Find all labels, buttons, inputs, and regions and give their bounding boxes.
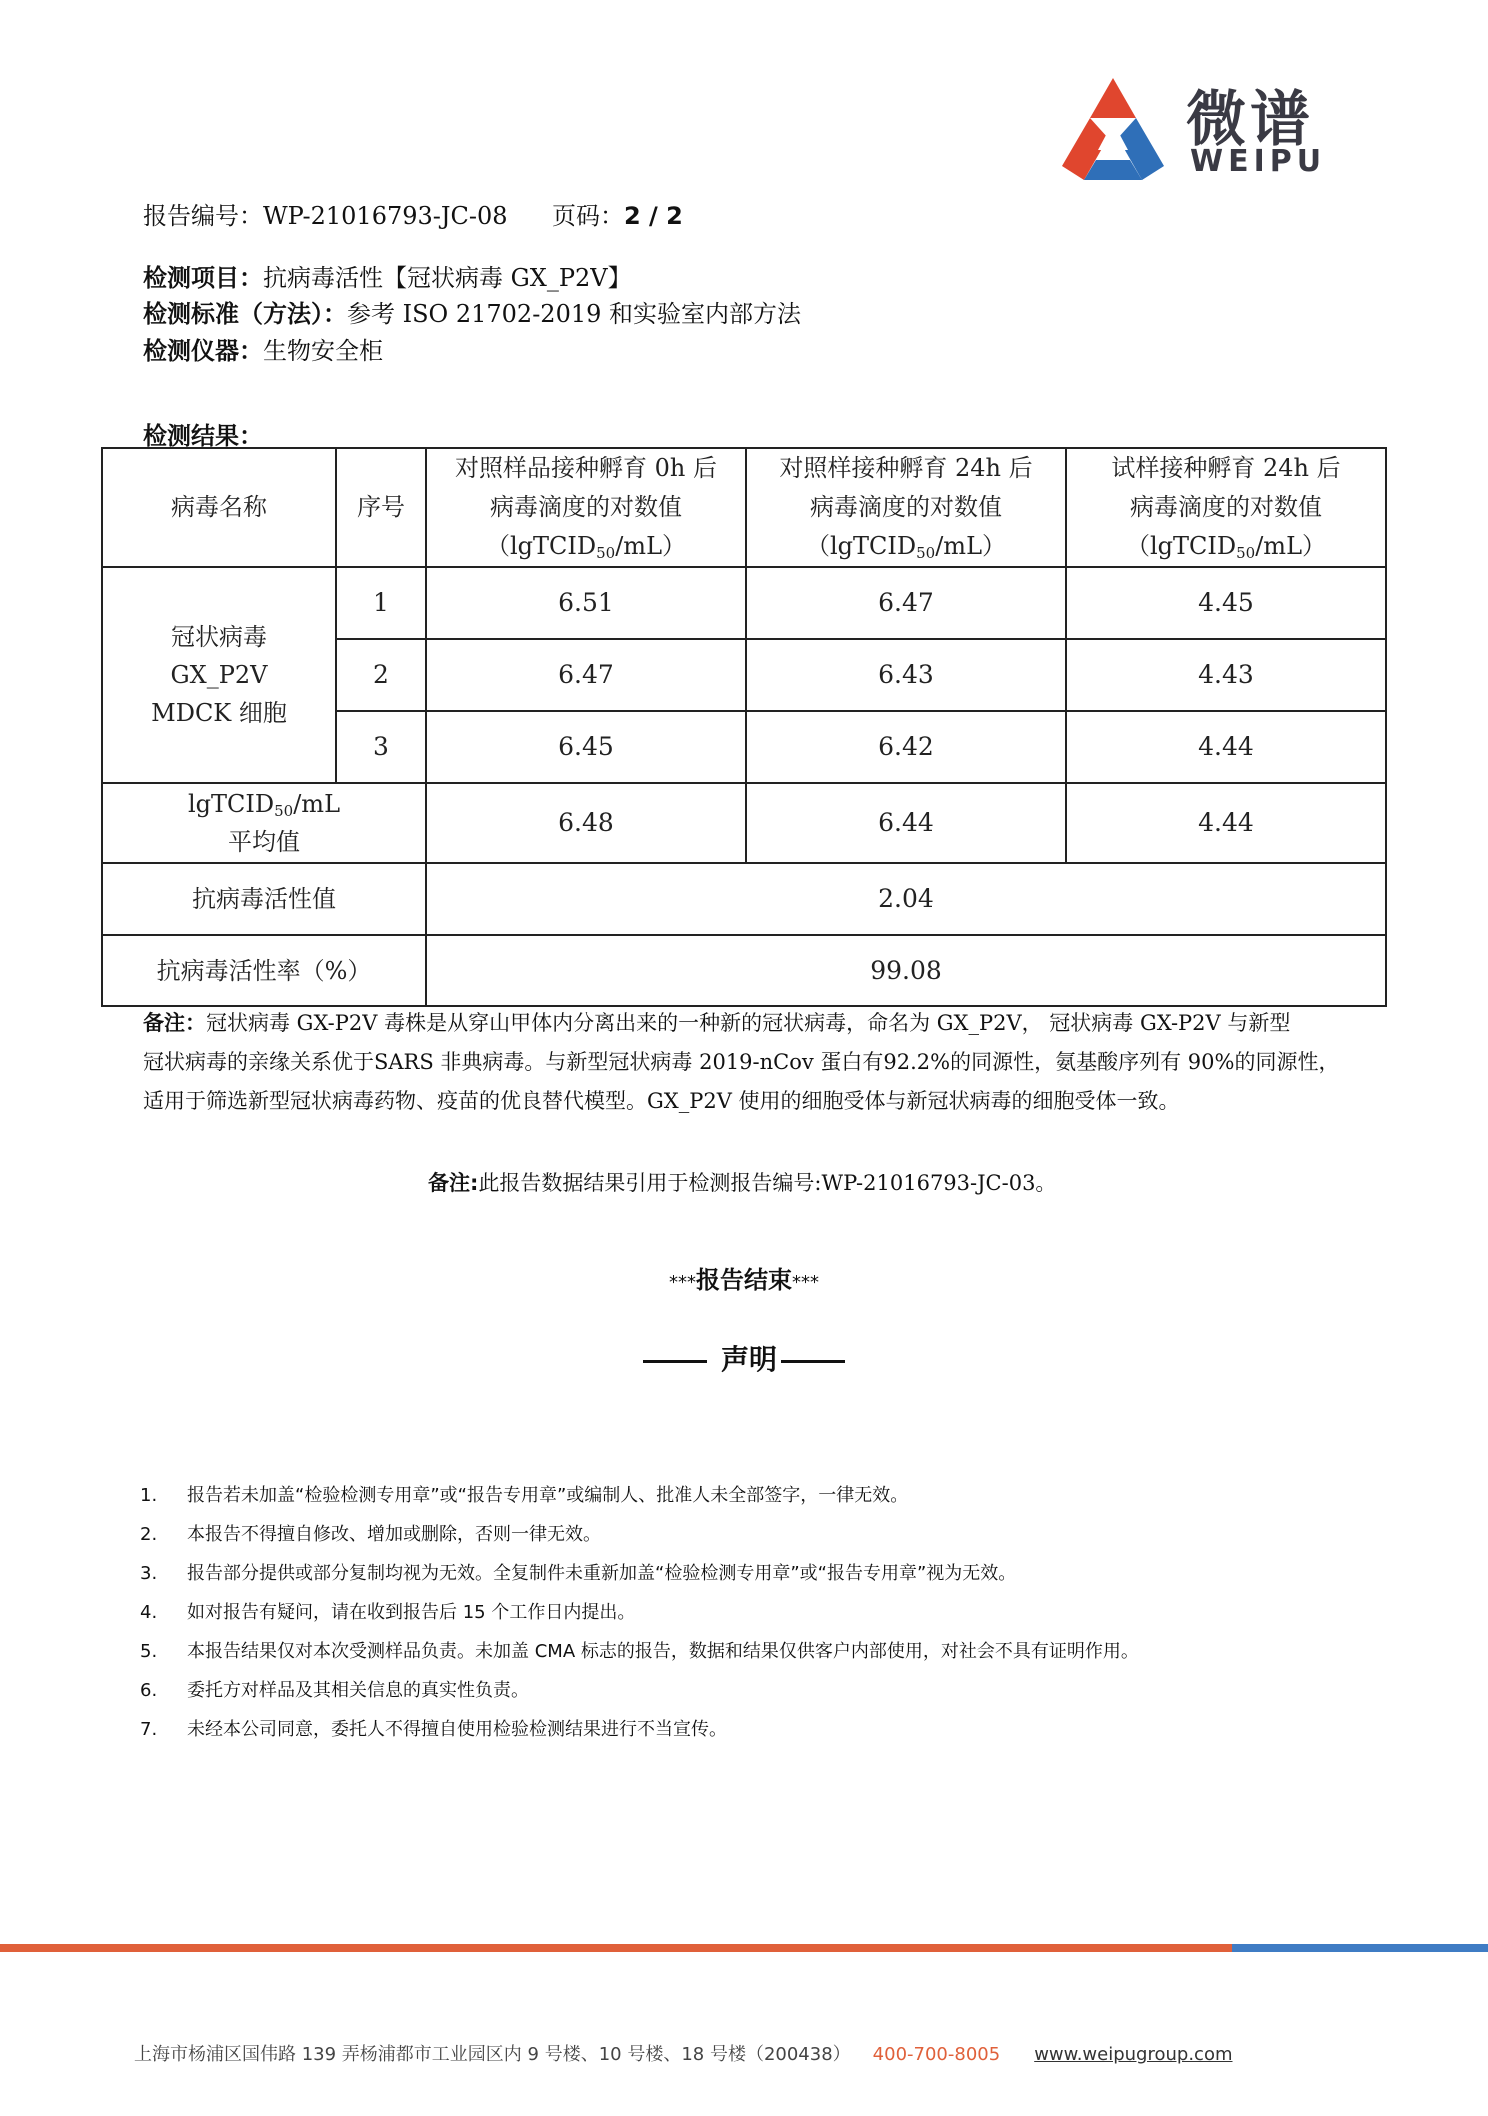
page-label: 页码： [552, 202, 624, 230]
remark-label: 备注： [143, 1011, 206, 1035]
results-table [101, 447, 1387, 1007]
title-rule-right [781, 1360, 845, 1363]
seq-cell: 1 [336, 567, 426, 639]
data-source-remark: 备注:此报告数据结果引用于检测报告编号:WP-21016793-JC-03。 [428, 1171, 1057, 1195]
activity-row [102, 863, 1386, 935]
footer [134, 2040, 1233, 2066]
header-seq: 序号 [336, 448, 426, 567]
test-item-line [143, 258, 632, 293]
footer-phone: 400-700-8005 [872, 2044, 1001, 2065]
seq-cell: 3 [336, 711, 426, 783]
activity-value: 2.04 [426, 863, 1386, 935]
test-24h-cell: 4.44 [1066, 711, 1386, 783]
logo-text-cn: 微谱 [1186, 85, 1314, 155]
list-item: 6. 委托方对样品及其相关信息的真实性负责。 [140, 1680, 529, 1701]
test-standard-line [143, 294, 801, 329]
rate-row [102, 935, 1386, 1006]
report-end-marker: ***报告结束*** [669, 1266, 819, 1294]
test-instrument-value: 生物安全柜 [263, 337, 383, 365]
header-control-24h: 对照样接种孵育 24h 后 病毒滴度的对数值 （lgTCID$_{50}$/mL） [746, 448, 1066, 567]
list-item: 2. 本报告不得擅自修改、增加或删除，否则一律无效。 [140, 1524, 601, 1545]
activity-label: 抗病毒活性值 [102, 863, 426, 935]
company-logo [1058, 70, 1338, 185]
control-0h-cell: 6.51 [426, 567, 746, 639]
header-control-0h: 对照样品接种孵育 0h 后 病毒滴度的对数值 （lgTCID$_{50}$/mL） [426, 448, 746, 567]
header-virus-name: 病毒名称 [102, 448, 336, 567]
control-0h-cell: 6.47 [426, 639, 746, 711]
test-24h-cell: 4.43 [1066, 639, 1386, 711]
footer-website-link[interactable]: www.weipugroup.com [1034, 2044, 1233, 2065]
report-number-label: 报告编号： [143, 202, 263, 230]
remark-paragraph: 备注：冠状病毒 GX-P2V 毒株是从穿山甲体内分离出来的一种新的冠状病毒，命名为 GX_P2V， 冠状病毒 GX-P2V 与新型 冠状病毒的亲缘关系优于SARS 非典病毒。与新型冠状病毒 2019-nCov 蛋白有92.2%的同源性，氨基酸序列有 90%的同源性， 适用于筛选新型冠状病毒药物、疫苗的优良替代模型。GX_P2V 使用的细胞受体与新冠状病毒的细胞受体一致。 [143, 1011, 1340, 1113]
average-control-0h: 6.48 [426, 783, 746, 863]
rate-value: 99.08 [426, 935, 1386, 1006]
header-test-24h: 试样接种孵育 24h 后 病毒滴度的对数值 （lgTCID$_{50}$/mL） [1066, 448, 1386, 567]
virus-name-cell: 冠状病毒 GX_P2V MDCK 细胞 [102, 567, 336, 783]
footer-address: 上海市杨浦区国伟路 139 弄杨浦都市工业园区内 9 号楼、10 号楼、18 号楼（200438） [134, 2044, 851, 2065]
control-0h-cell: 6.45 [426, 711, 746, 783]
control-24h-cell: 6.43 [746, 639, 1066, 711]
logo-text-en: WEIPU [1190, 144, 1327, 179]
table-row [102, 567, 1386, 639]
logo-mark-icon [1058, 76, 1168, 184]
test-item-label: 检测项目： [143, 264, 263, 292]
average-label-cell: lgTCID$_{50}$/mL 平均值 [102, 783, 426, 863]
control-24h-cell: 6.42 [746, 711, 1066, 783]
list-item: 4. 如对报告有疑问，请在收到报告后 15 个工作日内提出。 [140, 1602, 636, 1623]
page-number: 2 / 2 [624, 202, 683, 230]
test-instrument-label: 检测仪器： [143, 337, 263, 365]
seq-cell: 2 [336, 639, 426, 711]
list-item: 3. 报告部分提供或部分复制均视为无效。全复制件未重新加盖“检验检测专用章”或“报告专用章”视为无效。 [140, 1563, 1017, 1584]
control-24h-cell: 6.47 [746, 567, 1066, 639]
average-row [102, 783, 1386, 863]
test-instrument-line [143, 331, 383, 366]
report-number-line [143, 196, 508, 231]
report-number: WP-21016793-JC-08 [263, 202, 508, 230]
average-control-24h: 6.44 [746, 783, 1066, 863]
average-test-24h: 4.44 [1066, 783, 1386, 863]
list-item: 1. 报告若未加盖“检验检测专用章”或“报告专用章”或编制人、批准人未全部签字，一律无效。 [140, 1485, 909, 1506]
test-24h-cell: 4.45 [1066, 567, 1386, 639]
title-rule-left [643, 1360, 707, 1363]
table-header-row [102, 448, 1386, 567]
list-item: 7. 未经本公司同意，委托人不得擅自使用检验检测结果进行不当宣传。 [140, 1719, 727, 1740]
rate-label: 抗病毒活性率（%） [102, 935, 426, 1006]
list-item: 5. 本报告结果仅对本次受测样品负责。未加盖 CMA 标志的报告，数据和结果仅供客户内部使用，对社会不具有证明作用。 [140, 1641, 1139, 1662]
test-item-value: 抗病毒活性【冠状病毒 GX_P2V】 [263, 264, 632, 292]
footer-bar-blue [1232, 1944, 1488, 1952]
footer-bar-orange [0, 1944, 1232, 1952]
test-standard-value: 参考 ISO 21702-2019 和实验室内部方法 [347, 300, 802, 328]
page-indicator [552, 196, 683, 231]
declaration-list [140, 1476, 1139, 1749]
results-heading: 检测结果： [143, 422, 263, 450]
declaration-title: 声明 [0, 1338, 1488, 1378]
test-standard-label: 检测标准（方法）： [143, 300, 347, 328]
